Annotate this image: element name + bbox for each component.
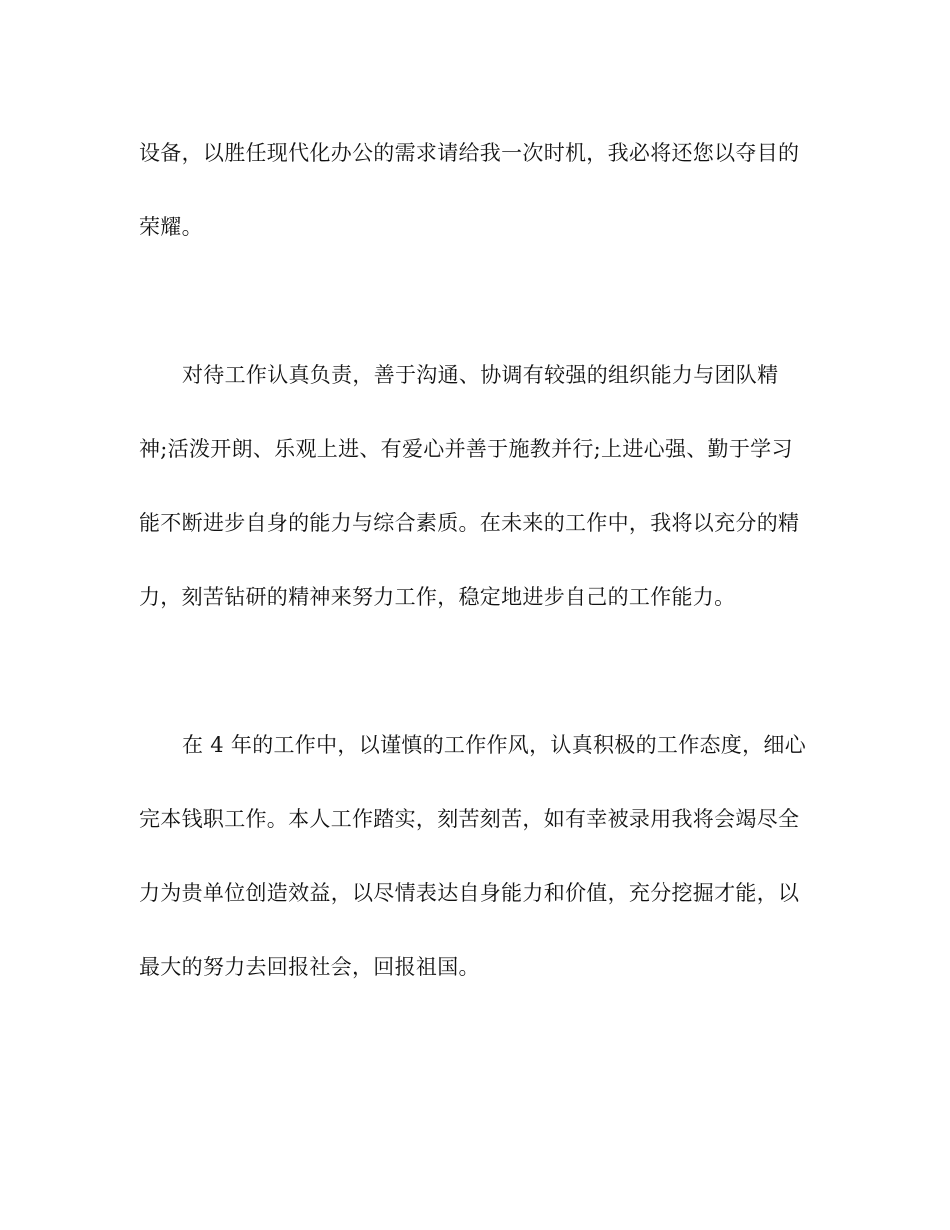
paragraph-line: 力为贵单位创造效益，以尽情表达自身能力和价值，充分挖掘才能，以 [139,881,800,905]
paragraph-line: 完本钱职工作。本人工作踏实，刻苦刻苦，如有幸被录用我将会竭尽全 [139,807,800,831]
paragraph-line: 最大的努力去回报社会，回报祖国。 [139,955,480,979]
paragraph-line: 力，刻苦钻研的精神来努力工作，稳定地进步自己的工作能力。 [139,585,736,609]
paragraph-line: 荣耀。 [139,215,203,239]
paragraph-line: 在 4 年的工作中，以谨慎的工作作风，认真积极的工作态度，细心 [182,733,807,757]
paragraph-line: 神;活泼开朗、乐观上进、有爱心并善于施教并行;上进心强、勤于学习 [139,437,793,461]
paragraph-line: 能不断进步自身的能力与综合素质。在未来的工作中，我将以充分的精 [139,511,800,535]
paragraph-line: 对待工作认真负责，善于沟通、协调有较强的组织能力与团队精 [182,363,779,387]
paragraph-line: 设备，以胜任现代化办公的需求请给我一次时机，我必将还您以夺目的 [139,141,800,165]
